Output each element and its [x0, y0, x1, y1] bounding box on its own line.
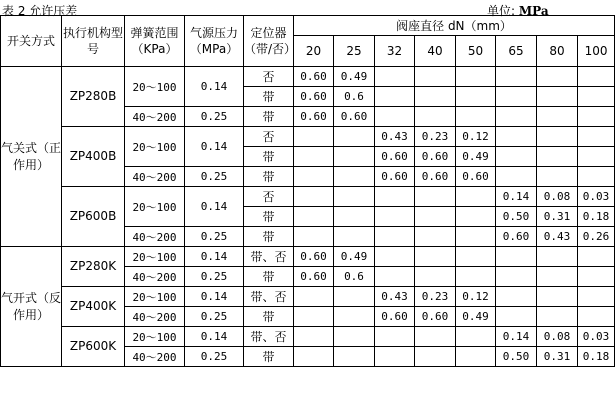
spring-range-cell: 40～200: [125, 107, 185, 127]
model-cell: ZP280K: [62, 247, 125, 287]
value-cell: 0.50: [496, 347, 537, 367]
value-cell: [456, 67, 496, 87]
value-cell: [456, 267, 496, 287]
value-cell: 0.14: [496, 187, 537, 207]
value-cell: [496, 87, 537, 107]
value-cell: 0.18: [578, 207, 615, 227]
air-pressure-cell: 0.25: [185, 307, 244, 327]
value-cell: [496, 147, 537, 167]
value-cell: 0.08: [537, 327, 578, 347]
table-body: [1, 67, 615, 367]
header-positioner: 定位器（带/否）: [244, 16, 294, 67]
diameter-header: 80: [537, 36, 578, 67]
header-mode: 开关方式: [1, 16, 62, 67]
value-cell: [375, 187, 415, 207]
value-cell: 0.49: [334, 67, 375, 87]
value-cell: [578, 107, 615, 127]
positioner-cell: 带、否: [244, 287, 294, 307]
spring-range-cell: 20～100: [125, 247, 185, 267]
value-cell: [537, 267, 578, 287]
positioner-cell: 带: [244, 87, 294, 107]
value-cell: [375, 327, 415, 347]
spring-range-cell: 20～100: [125, 327, 185, 347]
value-cell: [294, 127, 334, 147]
value-cell: [334, 207, 375, 227]
positioner-cell: 带、否: [244, 247, 294, 267]
value-cell: [294, 167, 334, 187]
diameter-header: 32: [375, 36, 415, 67]
value-cell: [537, 127, 578, 147]
spring-range-cell: 40～200: [125, 227, 185, 247]
value-cell: [496, 127, 537, 147]
value-cell: [375, 207, 415, 227]
value-cell: [578, 147, 615, 167]
value-cell: 0.60: [375, 147, 415, 167]
value-cell: [456, 327, 496, 347]
positioner-cell: 带: [244, 307, 294, 327]
value-cell: [334, 127, 375, 147]
value-cell: [496, 107, 537, 127]
value-cell: [375, 107, 415, 127]
value-cell: [496, 167, 537, 187]
positioner-cell: 带: [244, 267, 294, 287]
air-pressure-cell: 0.14: [185, 187, 244, 227]
value-cell: [496, 267, 537, 287]
value-cell: 0.31: [537, 207, 578, 227]
air-pressure-cell: 0.14: [185, 247, 244, 267]
value-cell: [578, 267, 615, 287]
value-cell: [578, 87, 615, 107]
table-row: [1, 187, 615, 207]
value-cell: [496, 67, 537, 87]
value-cell: 0.60: [294, 267, 334, 287]
value-cell: [537, 87, 578, 107]
positioner-cell: 带: [244, 147, 294, 167]
value-cell: [375, 67, 415, 87]
spring-range-cell: 20～100: [125, 187, 185, 227]
value-cell: 0.60: [415, 167, 456, 187]
value-cell: [334, 147, 375, 167]
value-cell: 0.08: [537, 187, 578, 207]
header-spring: 弹簧范围（KPa）: [125, 16, 185, 67]
value-cell: [375, 247, 415, 267]
value-cell: [578, 247, 615, 267]
value-cell: 0.49: [334, 247, 375, 267]
air-pressure-cell: 0.25: [185, 227, 244, 247]
value-cell: [415, 187, 456, 207]
value-cell: [415, 67, 456, 87]
positioner-cell: 带: [244, 107, 294, 127]
value-cell: [294, 227, 334, 247]
value-cell: 0.18: [578, 347, 615, 367]
table-row: [1, 327, 615, 347]
mode-cell: 气关式（正作用）: [1, 67, 62, 247]
value-cell: 0.60: [375, 167, 415, 187]
header-seat: 阀座直径 dN（mm）: [294, 16, 615, 36]
value-cell: [294, 207, 334, 227]
value-cell: 0.43: [537, 227, 578, 247]
value-cell: [294, 287, 334, 307]
value-cell: [415, 107, 456, 127]
value-cell: 0.60: [415, 307, 456, 327]
value-cell: [456, 187, 496, 207]
value-cell: [334, 327, 375, 347]
value-cell: [537, 67, 578, 87]
value-cell: [456, 87, 496, 107]
value-cell: [294, 327, 334, 347]
air-pressure-cell: 0.25: [185, 267, 244, 287]
positioner-cell: 带: [244, 207, 294, 227]
table-caption: 表 2 允许压差: [2, 4, 78, 18]
header-air: 气源压力（MPa）: [185, 16, 244, 67]
value-cell: [537, 107, 578, 127]
value-cell: 0.60: [294, 67, 334, 87]
value-cell: [578, 167, 615, 187]
diameter-header: 50: [456, 36, 496, 67]
spring-range-cell: 40～200: [125, 267, 185, 287]
positioner-cell: 带: [244, 347, 294, 367]
unit-value: MPa: [518, 4, 549, 18]
positioner-cell: 否: [244, 187, 294, 207]
value-cell: 0.03: [578, 187, 615, 207]
value-cell: [334, 307, 375, 327]
value-cell: [578, 67, 615, 87]
value-cell: 0.23: [415, 287, 456, 307]
value-cell: 0.60: [375, 307, 415, 327]
value-cell: 0.60: [294, 107, 334, 127]
value-cell: [334, 187, 375, 207]
value-cell: [537, 167, 578, 187]
value-cell: 0.60: [294, 247, 334, 267]
value-cell: 0.50: [496, 207, 537, 227]
value-cell: 0.6: [334, 267, 375, 287]
value-cell: [415, 347, 456, 367]
value-cell: [415, 207, 456, 227]
value-cell: 0.60: [334, 107, 375, 127]
value-cell: 0.23: [415, 127, 456, 147]
air-pressure-cell: 0.14: [185, 327, 244, 347]
spring-range-cell: 20～100: [125, 67, 185, 107]
pressure-table: [0, 15, 615, 367]
positioner-cell: 带、否: [244, 327, 294, 347]
diameter-header: 100: [578, 36, 615, 67]
value-cell: [456, 107, 496, 127]
value-cell: [375, 267, 415, 287]
spring-range-cell: 40～200: [125, 347, 185, 367]
value-cell: [334, 287, 375, 307]
header-actuator: 执行机构型号: [62, 16, 125, 67]
value-cell: [496, 307, 537, 327]
value-cell: 0.31: [537, 347, 578, 367]
value-cell: 0.12: [456, 127, 496, 147]
table-row: [1, 247, 615, 267]
diameter-header: 25: [334, 36, 375, 67]
value-cell: [334, 227, 375, 247]
model-cell: ZP400K: [62, 287, 125, 327]
model-cell: ZP400B: [62, 127, 125, 187]
value-cell: 0.03: [578, 327, 615, 347]
table-row: [1, 127, 615, 147]
air-pressure-cell: 0.25: [185, 167, 244, 187]
spring-range-cell: 40～200: [125, 167, 185, 187]
unit-text: 单位:: [487, 4, 516, 18]
value-cell: [537, 147, 578, 167]
value-cell: [456, 227, 496, 247]
value-cell: [578, 127, 615, 147]
spring-range-cell: 40～200: [125, 307, 185, 327]
value-cell: 0.43: [375, 127, 415, 147]
value-cell: [415, 227, 456, 247]
value-cell: [496, 287, 537, 307]
value-cell: [415, 327, 456, 347]
positioner-cell: 带: [244, 227, 294, 247]
air-pressure-cell: 0.14: [185, 67, 244, 107]
value-cell: [294, 347, 334, 367]
spring-range-cell: 20～100: [125, 287, 185, 307]
positioner-cell: 否: [244, 67, 294, 87]
value-cell: [334, 347, 375, 367]
diameter-header: 20: [294, 36, 334, 67]
value-cell: 0.60: [456, 167, 496, 187]
value-cell: [537, 287, 578, 307]
air-pressure-cell: 0.14: [185, 287, 244, 307]
value-cell: [375, 227, 415, 247]
value-cell: 0.60: [496, 227, 537, 247]
value-cell: 0.49: [456, 307, 496, 327]
value-cell: [294, 187, 334, 207]
value-cell: [537, 307, 578, 327]
mode-cell: 气开式（反作用）: [1, 247, 62, 367]
table-row: [1, 67, 615, 87]
spring-range-cell: 20～100: [125, 127, 185, 167]
value-cell: [415, 247, 456, 267]
value-cell: [578, 287, 615, 307]
air-pressure-cell: 0.25: [185, 347, 244, 367]
value-cell: [537, 247, 578, 267]
value-cell: [334, 167, 375, 187]
value-cell: [415, 87, 456, 107]
value-cell: [456, 347, 496, 367]
positioner-cell: 否: [244, 127, 294, 147]
value-cell: 0.26: [578, 227, 615, 247]
value-cell: 0.60: [294, 87, 334, 107]
value-cell: [294, 307, 334, 327]
value-cell: 0.60: [415, 147, 456, 167]
value-cell: [415, 267, 456, 287]
value-cell: 0.43: [375, 287, 415, 307]
value-cell: [496, 247, 537, 267]
value-cell: 0.12: [456, 287, 496, 307]
positioner-cell: 带: [244, 167, 294, 187]
model-cell: ZP280B: [62, 67, 125, 127]
value-cell: [456, 247, 496, 267]
value-cell: 0.6: [334, 87, 375, 107]
air-pressure-cell: 0.25: [185, 107, 244, 127]
value-cell: [375, 87, 415, 107]
value-cell: [578, 307, 615, 327]
value-cell: 0.14: [496, 327, 537, 347]
value-cell: [294, 147, 334, 167]
value-cell: [375, 347, 415, 367]
value-cell: 0.49: [456, 147, 496, 167]
table-row: [1, 287, 615, 307]
model-cell: ZP600B: [62, 187, 125, 247]
diameter-header: 40: [415, 36, 456, 67]
air-pressure-cell: 0.14: [185, 127, 244, 167]
value-cell: [456, 207, 496, 227]
model-cell: ZP600K: [62, 327, 125, 367]
diameter-header: 65: [496, 36, 537, 67]
